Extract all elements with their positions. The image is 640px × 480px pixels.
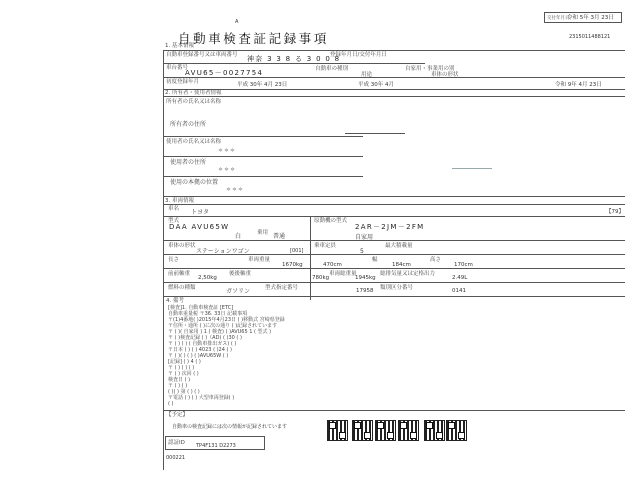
weight-label: 車両重量: [248, 257, 271, 263]
date-2: 平成 30年 4月: [358, 82, 394, 88]
note-line: 〒 ( ) ( ) ( ): [168, 365, 195, 371]
note-line: 〒 ( ) ( ): [168, 383, 188, 389]
height-label: 高さ: [430, 257, 442, 263]
code-badge: 【79】: [606, 209, 624, 215]
type-label: 乗用: [257, 230, 269, 236]
note-line: 〒住所・通所 ( )に次の通り ( )記録されています: [168, 323, 278, 329]
qr-code-2: [352, 420, 373, 441]
divider: [310, 216, 311, 300]
divider: [163, 136, 363, 137]
divider: [163, 50, 164, 470]
divider: [163, 282, 625, 283]
reg-date-label: 登録年月日/交付年月日: [330, 52, 387, 58]
qr-code-3: [375, 420, 396, 441]
user-name-label: 使用者の氏名又は名称: [166, 139, 222, 145]
engine-value: 2AR－2JM－2FM: [355, 223, 425, 231]
axle-front-value: 2,50kg: [198, 275, 217, 281]
body-name-label: 車体の形状: [168, 243, 196, 249]
footer-id-label: 認証ID: [168, 440, 185, 446]
note-line: 〒 ( )検査記録 ( )（AD) ( )30 ( ): [168, 335, 242, 341]
weight-value: 1670kg: [282, 262, 303, 268]
class-value: 0141: [452, 288, 466, 294]
maker-value: トヨタ: [191, 209, 210, 216]
fuel-value: ガソリン: [226, 288, 251, 295]
model-label: 型式: [168, 218, 180, 224]
note-line: [検査]1. 自動車検査証 [ETC]: [168, 305, 234, 311]
divider: [163, 96, 625, 97]
length-label: 長さ: [168, 257, 180, 263]
notes-block: [168, 305, 328, 409]
date-3: 令和 9年 4月 23日: [555, 82, 602, 88]
divider: [163, 268, 625, 269]
use-label-1: 用途: [361, 72, 373, 78]
divider: [345, 133, 405, 134]
axle-front-label: 前前軸重: [168, 271, 191, 277]
doc-code: 2315011488121: [569, 34, 611, 40]
divider: [163, 216, 625, 217]
small-mark: A: [235, 19, 239, 25]
first-reg-label: 初度登録年月: [166, 79, 200, 85]
type-cert-label: 型式指定番号: [265, 285, 299, 291]
use-value: 自家用: [355, 234, 374, 241]
engine-label: 原動機の型式: [314, 218, 348, 224]
section2-heading: 2. 所有者・使用者情報: [165, 90, 222, 96]
private-label: 自家用・事業用の別: [405, 66, 455, 72]
user-addr-label: 使用者の住所: [170, 159, 207, 166]
owner-addr-label: 所有者の住所: [170, 121, 207, 128]
divider: [163, 254, 625, 255]
section3-heading: 3. 車両情報: [165, 198, 194, 204]
divider: [163, 50, 625, 51]
reg-number-value: 神奈 3 3 8 る 3 0 0 8: [247, 55, 341, 63]
qr-code-4: [398, 420, 419, 441]
model-value: DAA AVU65W: [169, 223, 230, 231]
gross-label: 車両総重量: [329, 271, 357, 277]
chassis-label: 車台番号: [166, 65, 189, 71]
class-label: 類別区分番号: [380, 285, 414, 291]
divider: [452, 168, 492, 169]
divider: [163, 240, 625, 241]
page-title: 自動車検査証記録事項: [178, 31, 330, 46]
divider: [163, 63, 425, 64]
axle-rear-label: 後後軸重: [229, 271, 252, 277]
note-line: 自動車重量税 〒36. 33日 記載事項: [168, 311, 248, 317]
note-line: 検査日 ( ): [168, 377, 191, 383]
notes-heading: 4. 備考: [166, 298, 184, 304]
divider: [163, 89, 625, 90]
user-name-marks: ＊＊＊: [218, 148, 237, 154]
fuel-label: 燃料の種類: [168, 285, 196, 291]
divider: [163, 296, 625, 297]
height-value: 170cm: [454, 262, 473, 268]
category-label: 自動車の種別: [315, 66, 349, 72]
issue-date-label: 交付年月日: [547, 16, 570, 21]
date-1: 平成 30年 4月 23日: [237, 82, 288, 88]
footer-id-box: [165, 436, 265, 450]
divider: [163, 77, 625, 78]
displacement-value: 2.49L: [452, 275, 468, 281]
load-label: 最大積載量: [385, 243, 413, 249]
maker-label: 車名: [168, 206, 180, 212]
chassis-value: AVU65－0027754: [185, 69, 264, 77]
axle-rear-value: 780kg: [312, 275, 330, 281]
footer-note: 自動車の検査記録には次の情報が記録されています: [172, 424, 288, 430]
note-line: 〒 ( )( ) ( ) ( )AVU65W ( ): [168, 353, 229, 359]
base-label: 使用の本拠の位置: [170, 179, 219, 186]
footer-bottom-code: 000221: [166, 455, 186, 461]
divider: [163, 196, 625, 197]
divider: [163, 156, 363, 157]
note-line: [記録] ( ) 4 ( ): [168, 359, 201, 365]
type-cert-value: 17958: [356, 288, 374, 294]
note-line: 〒 ( ) 次回 ( ): [168, 371, 199, 377]
gross-value: 1945kg: [355, 275, 376, 281]
note-line: ( ): [168, 401, 174, 407]
note-line: 〒日本 ( ) ( ) 4023 ( )24 ( ): [168, 347, 232, 353]
body-name-value: ステーションワゴン: [196, 248, 250, 255]
note-line: 〒電話 ( ) ( ) 大型車両登録( ): [168, 395, 235, 401]
note-line: 〒 ( )( 自家用 ) 1 ( 検査) ( )AVU65 1 ( 型式 ): [168, 329, 272, 335]
footer-bracket-label: 【予定】: [166, 412, 189, 418]
note-line: ( )( ) 第 ( ) ( ): [168, 389, 200, 395]
qr-code-5: [424, 420, 445, 441]
base-marks: ＊＊＊: [226, 187, 245, 193]
length-value: 470cm: [323, 262, 342, 268]
issue-date-value: 令和 5年 3月 23日: [567, 15, 614, 21]
width-label: 幅: [372, 257, 378, 263]
divider: [163, 410, 625, 411]
issue-date-box: [544, 12, 622, 23]
type-value: 普通: [273, 233, 286, 240]
footer-id-value: TP4F131 D2273: [196, 443, 236, 449]
capacity-label: 乗車定員: [314, 243, 337, 249]
shape-label-1: 車体の形状: [431, 72, 459, 78]
displacement-label: 総排気量又は定格出力: [380, 271, 436, 277]
qr-code-6: [446, 420, 467, 441]
capacity-value: 5: [360, 248, 364, 255]
note-line: 〒 ( ) ( ) ( 自動車排出ガス) ( ): [168, 341, 237, 347]
width-value: 184cm: [392, 262, 411, 268]
section1-heading: 1. 基本情報: [165, 43, 194, 49]
color-value: 白: [235, 233, 242, 240]
note-line: 〒(1)4番地( )2015年4月23日 ( )移動式 宮崎県登録: [168, 317, 285, 323]
reg-number-label: 自動車登録番号又は車両番号: [166, 52, 238, 58]
divider: [163, 176, 363, 177]
owner-name-label: 所有者の氏名又は名称: [166, 99, 222, 105]
body-name-code: [001]: [290, 248, 304, 254]
divider: [163, 204, 625, 205]
user-addr-marks: ＊＊＊: [218, 167, 237, 173]
qr-code-1: [327, 420, 348, 441]
